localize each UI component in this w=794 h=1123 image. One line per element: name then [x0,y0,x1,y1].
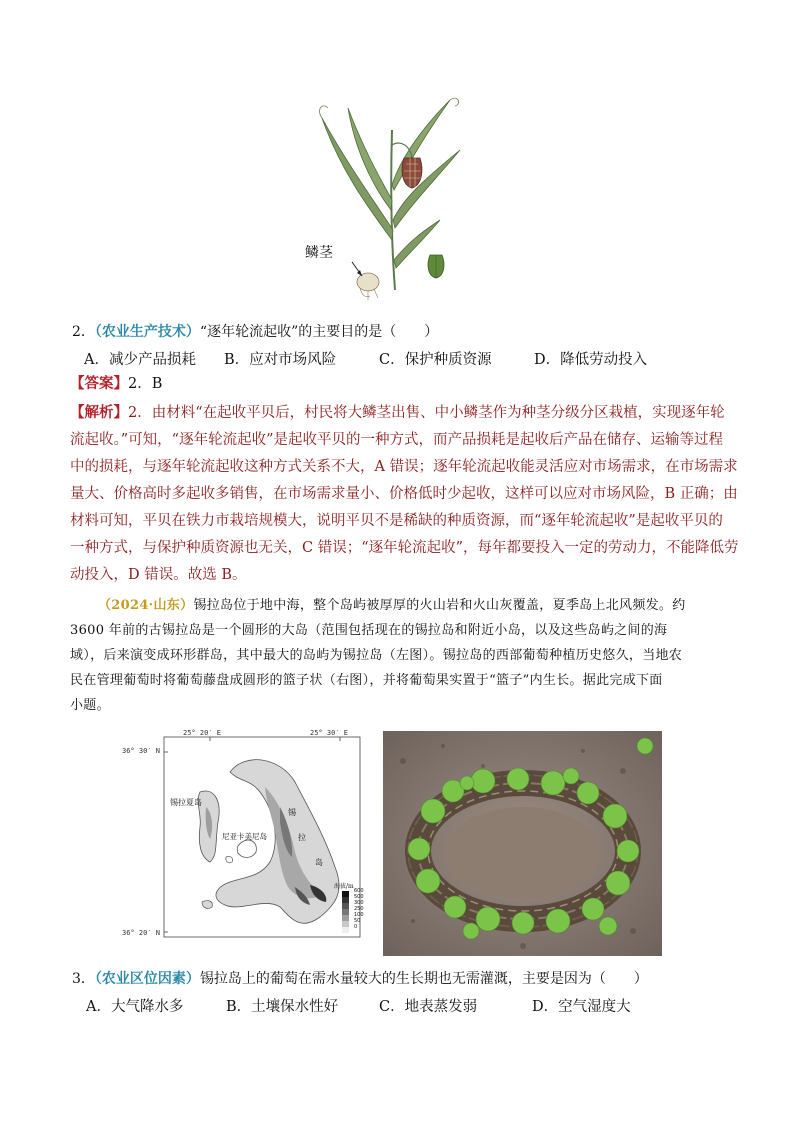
question-text: “逐年轮流起收”的主要目的是（ ） [199,324,439,340]
analysis-bracket: 【解析】 [70,404,128,421]
analysis-line: 【解析】2．由材料“在起收平贝后，村民将大鳞茎出售、中小鳞茎作为种茎分级分区栽植，实现逐年轮 [70,404,725,421]
question-2-stem [72,322,438,342]
passage-line: 域），后来演变成环形群岛，其中最大的岛屿为锡拉岛（左图）。锡拉岛的西部葡萄种植历史悠久，当地农 [70,648,683,663]
map-label-la: 拉 [298,833,306,842]
option-a[interactable]: A．大气降水多 [86,999,184,1015]
analysis-line: 一种方式，与保护种质资源也无关，C 错误；“逐年轮流起收”，每年都要投入一定的劳动力，不能降低劳 [70,540,739,556]
analysis-line: 材料可知，平贝在铁力市栽培规模大，说明平贝不是稀缺的种质资源，而“逐年轮流起收”是起收平贝的 [70,513,723,529]
lon-label-1: 25° 20′ E [183,729,221,737]
map-label-thirasia: 锡拉夏岛 [170,798,202,807]
santorini-map [122,727,375,952]
option-d[interactable]: D．降低劳动投入 [534,352,648,368]
answer-line [70,374,162,394]
lon-label-2: 25° 30′ E [310,729,348,737]
question-number: 3． [72,971,95,987]
passage-source: （2024·山东） [98,598,194,613]
legend-title: 海拔/m [334,883,354,890]
passage-line: （2024·山东）锡拉岛位于地中海，整个岛屿被厚厚的火山岩和火山灰覆盖，夏季岛上北风频发。约 [98,598,686,613]
analysis-line: 量大、价格高时多起收多销售，在市场需求量小、价格低时少起收，这样可以应对市场风险，B 正确；由 [70,486,738,502]
bulb-label: 鳞茎 [305,245,333,261]
question-2-options [84,348,724,368]
passage-line: 小题。 [70,698,110,713]
grapevine-basket-photo [383,731,662,956]
legend-values: 600 500 300 250 100 50 0 [354,888,364,930]
passage-line: 民在管理葡萄时将葡萄藤盘成圆形的篮子状（右图），并将葡萄果实置于“篮子”内生长。据此完成下面 [70,673,663,688]
answer-text: 2．B [128,376,163,392]
answer-bracket: 【答案】 [70,375,128,392]
map-label-dao: 岛 [315,858,323,867]
question-number: 2． [72,324,95,340]
option-d[interactable]: D．空气湿度大 [532,999,631,1015]
option-c[interactable]: C．保护种质资源 [379,352,492,368]
question-tag: （农业区位因素） [94,971,200,987]
analysis-line: 动投入，D 错误。故选 B。 [70,567,247,583]
map-label-xi: 锡 [288,808,296,817]
plant-illustration [300,90,470,305]
analysis-block [70,401,739,590]
analysis-line: 中的损耗，与逐年轮流起收这种方式关系不大，A 错误；逐年轮流起收能灵活应对市场需求，在市场需求 [70,459,738,475]
option-c[interactable]: C．地表蒸发弱 [379,999,478,1015]
passage-block [70,594,730,719]
question-3-stem [72,969,648,989]
option-b[interactable]: B．应对市场风险 [224,352,337,368]
question-tag: （农业生产技术） [94,324,200,340]
option-a[interactable]: A．减少产品损耗 [84,352,196,368]
photo-drawing [383,731,662,956]
question-3-options [86,995,726,1015]
analysis-line: 流起收。”可知，“逐年轮流起收”是起收平贝的一种方式，而产品损耗是起收后产品在储存、运输等过程 [70,432,723,448]
plant-drawing [300,90,470,305]
map-label-nea-kameni: 尼亚卡美尼岛 [222,832,267,841]
lat-label-1: 36° 30′ N [122,747,160,755]
lat-label-2: 36° 20′ N [122,929,160,937]
option-b[interactable]: B．土壤保水性好 [226,999,339,1015]
question-text: 锡拉岛上的葡萄在需水量较大的生长期也无需灌溉，主要是因为（ ） [199,971,648,987]
passage-line: 3600 年前的古锡拉岛是一个圆形的大岛（范围包括现在的锡拉岛和附近小岛，以及这些岛屿之间的海 [70,623,668,638]
